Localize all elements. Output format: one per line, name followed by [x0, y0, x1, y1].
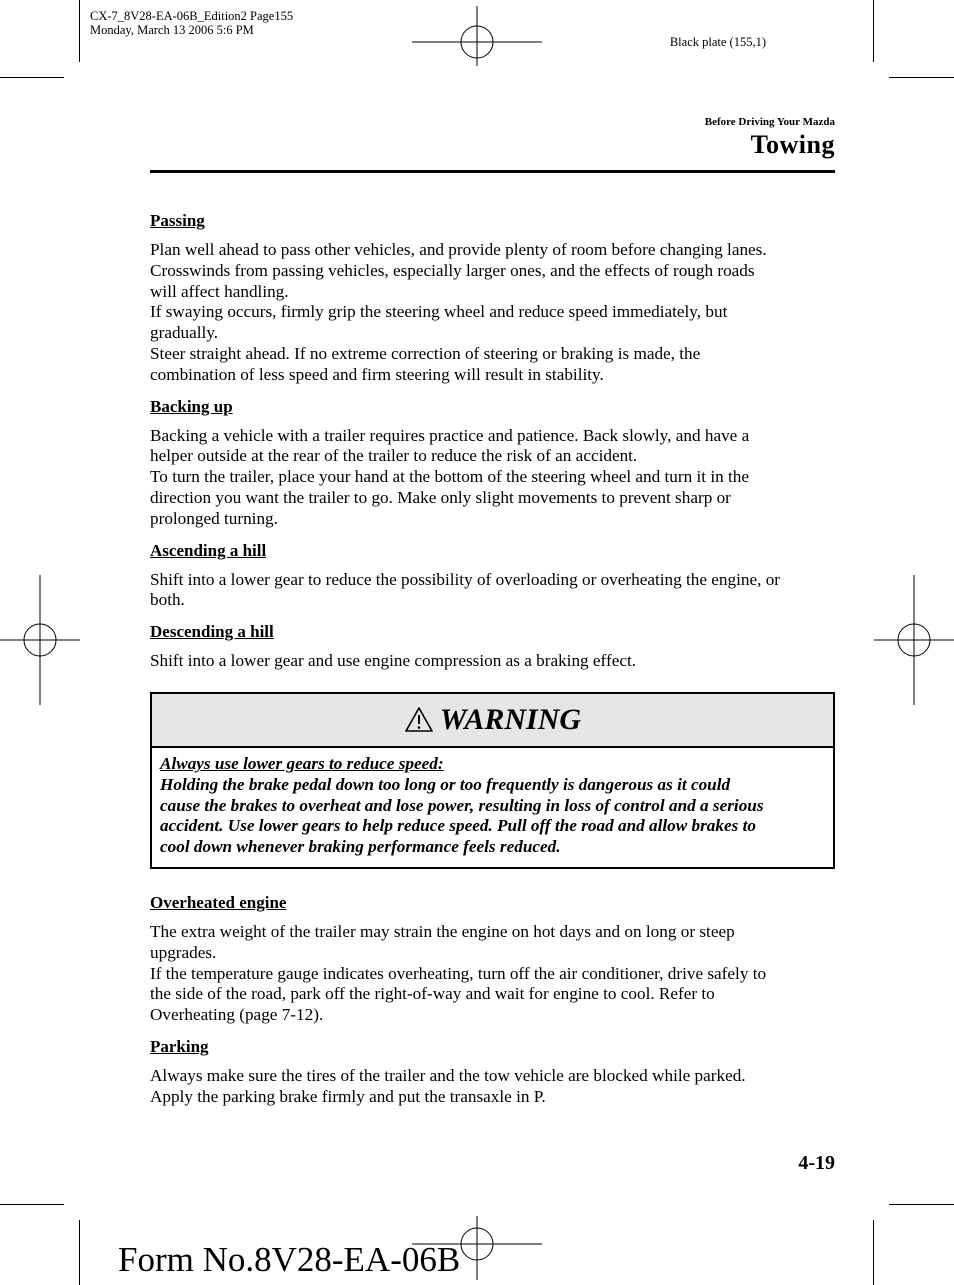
crop-mark [873, 1220, 874, 1285]
text-line: Overheating (page 7-12). [150, 1005, 324, 1025]
text-line: upgrades. [150, 942, 217, 962]
section-text [150, 651, 840, 672]
section [150, 540, 840, 612]
section-text [150, 426, 840, 530]
text-line: Always make sure the tires of the trailer and the tow vehicle are blocked while parked. [150, 1065, 746, 1085]
section-text [150, 240, 840, 386]
print-meta-date: Monday, March 13 2006 5:6 PM [90, 23, 254, 37]
text-line: prolonged turning. [150, 508, 278, 528]
warning-title: WARNING [439, 702, 582, 736]
text-line: direction you want the trailer to go. Make only slight movements to prevent sharp or [150, 487, 731, 507]
text-line: gradually. [150, 323, 219, 343]
warning-body [152, 748, 833, 867]
text-line: The extra weight of the trailer may strain the engine on hot days and on long or steep [150, 921, 735, 941]
text-line: Plan well ahead to pass other vehicles, and provide plenty of room before changing lanes. [150, 240, 767, 259]
text-line: combination of less speed and firm steering will result in stability. [150, 364, 604, 384]
text-line: Apply the parking brake firmly and put the transaxle in P. [150, 1086, 546, 1106]
registration-crosshair-icon [874, 575, 954, 705]
section-header: Before Driving Your Mazda [704, 116, 835, 128]
text-line: Shift into a lower gear and use engine compression as a braking effect. [150, 651, 637, 671]
warning-header [152, 694, 833, 748]
text-line: If swaying occurs, firmly grip the steering wheel and reduce speed immediately, but [150, 302, 728, 322]
crop-mark [873, 0, 874, 62]
crop-mark [889, 1204, 954, 1205]
section-title: Ascending a hill [150, 540, 267, 560]
text-line: the side of the road, park off the right-of-way and wait for engine to cool. Refer to [150, 984, 715, 1004]
warning-line: Holding the brake pedal down too long or too frequently is dangerous as it could [160, 774, 731, 794]
crop-mark [0, 1204, 64, 1205]
text-line: Crosswinds from passing vehicles, especially larger ones, and the effects of rough roads [150, 260, 755, 280]
warning-line: cool down whenever braking performance feels reduced. [160, 837, 561, 857]
section-title: Descending a hill [150, 622, 274, 642]
text-line: Backing a vehicle with a trailer requires practice and patience. Back slowly, and have a [150, 425, 750, 445]
crop-mark [79, 0, 80, 62]
warning-box [150, 692, 835, 869]
registration-crosshair-icon [0, 575, 80, 705]
warning-line: accident. Use lower gears to help reduce speed. Pull off the road and allow brakes to [160, 816, 756, 836]
registration-crosshair-icon [412, 6, 542, 66]
section-text [150, 1066, 840, 1108]
section [150, 210, 840, 386]
section-text [150, 922, 840, 1026]
section-text [150, 570, 840, 612]
main-content [150, 210, 840, 1118]
form-number: Form No.8V28-EA-06B [118, 1240, 461, 1279]
warning-line: cause the brakes to overheat and lose power, resulting in loss of control and a serious [160, 795, 764, 815]
crop-mark [79, 1220, 80, 1285]
warning-subtitle: Always use lower gears to reduce speed: [160, 753, 444, 773]
section-title: Passing [150, 211, 205, 230]
text-line: both. [150, 590, 185, 610]
crop-mark [0, 77, 64, 78]
section [150, 621, 840, 672]
plate-label: Black plate (155,1) [669, 35, 766, 49]
page-title: Towing [750, 130, 835, 159]
print-meta [90, 9, 293, 37]
section [150, 396, 840, 530]
section [150, 1036, 840, 1108]
sections-group-b [150, 892, 840, 1108]
text-line: helper outside at the rear of the trailer to reduce the risk of an accident. [150, 446, 638, 466]
text-line: Steer straight ahead. If no extreme correction of steering or braking is made, the [150, 343, 701, 363]
section-title: Parking [150, 1036, 209, 1056]
sections-group-a [150, 210, 840, 672]
section-title: Backing up [150, 396, 233, 416]
section [150, 892, 840, 1026]
text-line: will affect handling. [150, 281, 289, 301]
text-line: Shift into a lower gear to reduce the possibility of overloading or overheating the engine, or [150, 569, 781, 589]
warning-text [160, 775, 825, 858]
page-number: 4-19 [798, 1152, 835, 1174]
header-rule [150, 170, 835, 173]
crop-mark [889, 77, 954, 78]
print-meta-file: CX-7_8V28-EA-06B_Edition2 Page155 [90, 9, 294, 23]
text-line: To turn the trailer, place your hand at the bottom of the steering wheel and turn it in the [150, 467, 750, 487]
warning-triangle-icon [404, 706, 434, 733]
section-title: Overheated engine [150, 892, 287, 912]
text-line: If the temperature gauge indicates overheating, turn off the air conditioner, drive safely to [150, 963, 767, 983]
